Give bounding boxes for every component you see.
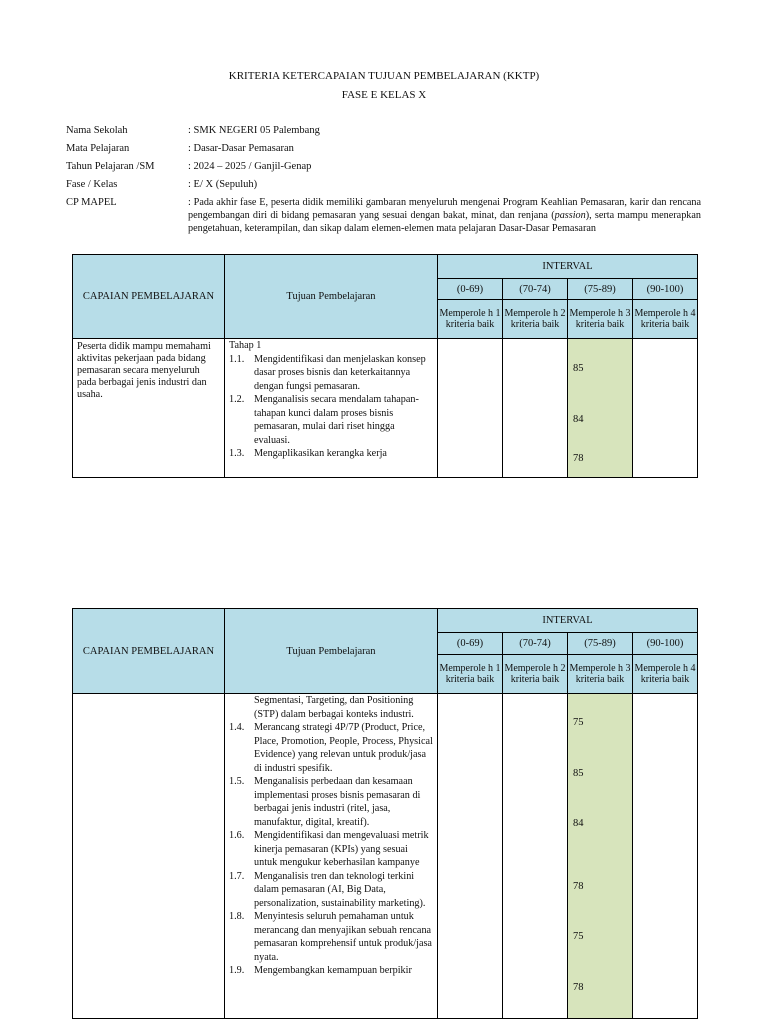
item-number: 1.1.	[229, 353, 245, 365]
cp-cell	[73, 694, 225, 1019]
document-title: KRITERIA KETERCAPAIAN TUJUAN PEMBELAJARAN (KKTP)	[228, 70, 540, 82]
score-value: 75	[573, 717, 584, 728]
header-criteria-3: Memperole h 3 kriteria baik	[568, 300, 633, 339]
header-tujuan: Tujuan Pembelajaran	[225, 609, 438, 694]
list-item	[229, 393, 433, 447]
info-value-year: : 2024 – 2025 / Ganjil-Genap	[188, 161, 312, 172]
score-cell-2	[503, 339, 568, 478]
item-text: Menganalisis secara mendalam tahapan-tahapan kunci dalam proses bisnis pemasaran, mulai dari riset hingga evaluasi.	[254, 394, 419, 446]
list-item	[229, 721, 433, 775]
score-value: 84	[573, 414, 584, 425]
header-range-1: (0-69)	[438, 279, 503, 300]
score-value: 75	[573, 931, 584, 942]
item-text: Mengidentifikasi dan mengevaluasi metrik kinerja pemasaran (KPIs) yang sesuai untuk mengukur keberhasilan kampanye	[254, 830, 429, 868]
item-number: 1.9.	[229, 965, 245, 976]
cp-text-post: ), serta mampu menerapkan pengetahuan, keterampilan, dan sikap dalam elemen-elemen mata pelajaran Dasar-Dasar Pemasaran	[188, 210, 701, 234]
item-number: 1.7.	[229, 870, 245, 882]
header-range-2: (70-74)	[503, 633, 568, 655]
score-value: 78	[573, 881, 584, 892]
item-text: Mengembangkan kemampuan berpikir	[254, 965, 412, 976]
header-criteria-4: Memperole h 4 kriteria baik	[633, 655, 698, 694]
info-label-cp: CP MAPEL	[66, 197, 117, 208]
list-item	[229, 910, 433, 964]
list-item	[229, 829, 433, 870]
item-text: Mengidentifikasi dan menjelaskan konsep dasar proses bisnis dan keterkaitannya dengan fungsi pemasaran.	[254, 353, 426, 392]
header-range-3: (75-89)	[568, 633, 633, 655]
score-cell-3	[568, 694, 633, 1019]
header-interval: INTERVAL	[438, 255, 698, 279]
header-criteria-1: Memperole h 1 kriteria baik	[438, 300, 503, 339]
continuation-text: Segmentasi, Targeting, dan Positioning (STP) dalam berbagai konteks industri.	[254, 695, 414, 720]
header-interval: INTERVAL	[438, 609, 698, 633]
list-item	[229, 964, 433, 978]
tp-cell	[225, 339, 438, 478]
kktp-table-1	[72, 254, 698, 478]
header-range-4: (90-100)	[633, 279, 698, 300]
header-capaian: CAPAIAN PEMBELAJARAN	[73, 255, 225, 339]
header-range-3: (75-89)	[568, 279, 633, 300]
table-row	[73, 694, 698, 1019]
score-value: 78	[573, 982, 584, 993]
info-value-phase: : E/ X (Sepuluh)	[188, 179, 258, 190]
info-label-subject: Mata Pelajaran	[66, 143, 130, 154]
item-number: 1.3.	[229, 448, 245, 459]
header-range-2: (70-74)	[503, 279, 568, 300]
item-number: 1.5.	[229, 776, 245, 787]
stage-label: Tahap 1	[229, 340, 262, 351]
item-number: 1.4.	[229, 722, 245, 733]
info-value-school: : SMK NEGERI 05 Palembang	[188, 125, 320, 136]
item-number: 1.2.	[229, 394, 245, 405]
header-range-4: (90-100)	[633, 633, 698, 655]
header-criteria-3: Memperole h 3 kriteria baik	[568, 655, 633, 694]
kktp-table-2	[72, 608, 698, 1019]
item-number: 1.8.	[229, 911, 245, 922]
header-range-1: (0-69)	[438, 633, 503, 655]
cp-text-pre: : Pada akhir fase E, peserta didik memiliki gambaran menyeluruh mengenai Program Keahlian Pemasaran, karir dan rencana pengembangan diri di bidang pemasaran yang sesuai dengan bakat, minat, dan renjana (	[188, 197, 701, 221]
cp-cell: Peserta didik mampu memahami aktivitas pekerjaan pada bidang pemasaran secara menyeluruh pada berbagai jenis industri dan usaha.	[73, 339, 225, 478]
info-label-phase: Fase / Kelas	[66, 179, 118, 190]
header-capaian: CAPAIAN PEMBELAJARAN	[73, 609, 225, 694]
score-cell-3	[568, 339, 633, 478]
info-value-subject: : Dasar-Dasar Pemasaran	[188, 143, 294, 154]
score-value: 85	[573, 768, 584, 779]
score-value: 84	[573, 818, 584, 829]
list-item	[229, 775, 433, 829]
header-criteria-2: Memperole h 2 kriteria baik	[503, 655, 568, 694]
list-item	[229, 353, 433, 394]
score-cell-1	[438, 339, 503, 478]
header-criteria-2: Memperole h 2 kriteria baik	[503, 300, 568, 339]
cp-text-italic: passion	[554, 210, 586, 221]
item-text: Mengaplikasikan kerangka kerja	[254, 448, 387, 459]
item-text: Merancang strategi 4P/7P (Product, Price, Place, Promotion, People, Process, Physical Evidence) yang relevan untuk produk/jasa di industri spesifik.	[254, 722, 433, 774]
table-row	[73, 339, 698, 478]
score-cell-4	[633, 339, 698, 478]
score-cell-2	[503, 694, 568, 1019]
tp-cell	[225, 694, 438, 1019]
score-value: 78	[573, 453, 584, 464]
info-label-school: Nama Sekolah	[66, 125, 128, 136]
item-text: Menganalisis perbedaan dan kesamaan implementasi proses bisnis pemasaran di berbagai jenis industri (ritel, jasa, manufaktur, digital, kreatif).	[254, 776, 421, 828]
header-tujuan: Tujuan Pembelajaran	[225, 255, 438, 339]
score-value: 85	[573, 363, 584, 374]
item-text: Menyintesis seluruh pemahaman untuk merancang dan menyajikan sebuah rencana pemasaran komprehensif untuk produk/jasa nyata.	[254, 911, 432, 963]
info-value-cp	[188, 196, 701, 235]
item-text: Menganalisis tren dan teknologi terkini dalam pemasaran (AI, Big Data, personalization, sustainability marketing).	[254, 870, 426, 909]
item-number: 1.6.	[229, 830, 245, 841]
score-cell-1	[438, 694, 503, 1019]
score-cell-4	[633, 694, 698, 1019]
header-criteria-1: Memperole h 1 kriteria baik	[438, 655, 503, 694]
list-item	[229, 870, 433, 911]
info-label-year: Tahun Pelajaran /SM	[66, 161, 155, 172]
list-item	[229, 447, 433, 461]
header-criteria-4: Memperole h 4 kriteria baik	[633, 300, 698, 339]
document-subtitle: FASE E KELAS X	[341, 89, 427, 101]
